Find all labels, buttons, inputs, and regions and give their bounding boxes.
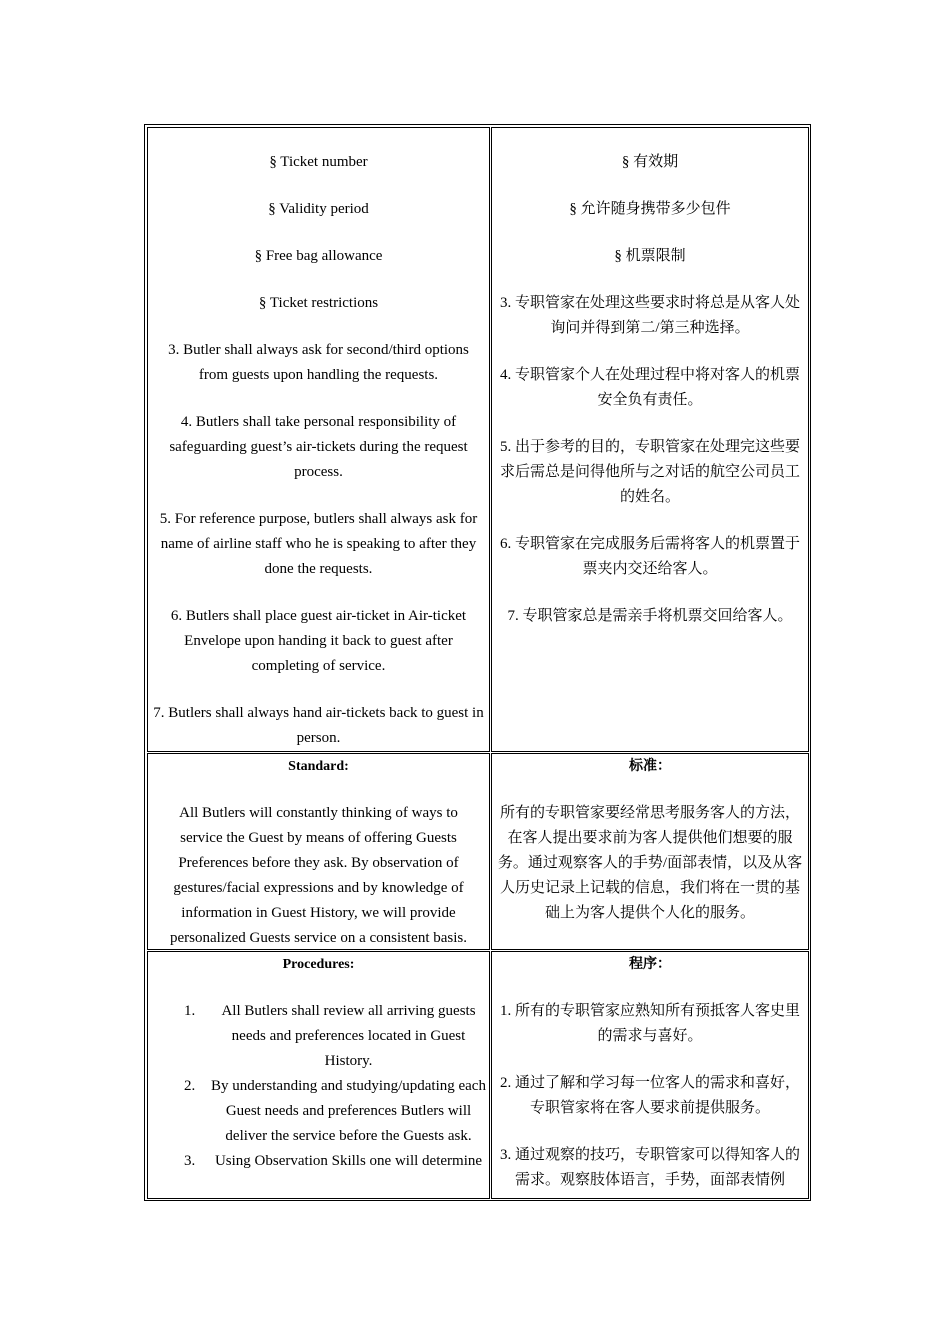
row2-english-cell (147, 753, 490, 950)
standard-text: All Butlers will constantly thinking of ways to service the Guest by means of offering Guests Preferences before they ask. By observation of gestures/facial expressions and by knowledge of information in Guest History, we will provide personalized Guests service on a consistent basis. (169, 805, 467, 946)
row2-chinese-cell (491, 753, 809, 950)
cn-validity-item: § 有效期 (621, 154, 679, 170)
row3-chinese-cell (491, 951, 809, 1199)
row1-chinese-cell (491, 127, 809, 752)
list-item: 1. All Butlers shall review all arriving guests needs and preferences located in Guest History. (184, 1003, 476, 1069)
validity-period-item: § Validity period (268, 201, 369, 217)
step-5-text: 5. For reference purpose, butlers shall always ask for name of airline staff who he is speaking to after they done the requests. (159, 511, 478, 577)
cn-step-6-text: 6. 专职管家在完成服务后需将客人的机票置于票夹内交还给客人。 (499, 536, 800, 577)
cn-ticket-restriction-item: § 机票限制 (614, 248, 686, 264)
step-3-text: 3. Butler shall always ask for second/third options from guests upon handling the requests. (168, 342, 469, 383)
step-4-text: 4. Butlers shall take personal responsibility of safeguarding guest’s air-tickets during the request process. (169, 414, 468, 480)
cn-procedure-2: 2. 通过了解和学习每一位客人的需求和喜好，专职管家将在客人要求前提供服务。 (499, 1075, 800, 1116)
row1-english-cell (147, 127, 490, 752)
list-item: 2. By understanding and studying/updating each Guest needs and preferences Butlers will deliver the service before the Guests ask. (184, 1078, 486, 1144)
cn-step-4-text: 4. 专职管家个人在处理过程中将对客人的机票安全负有责任。 (499, 367, 800, 408)
cn-standard-text: 所有的专职管家要经常思考服务客人的方法，在客人提出要求前为客人提供他们想要的服务。通过观察客人的手势/面部表情，以及从客人历史记录上记载的信息，我们将在一贯的基础上为客人提供个人化的服务。 (497, 805, 803, 921)
cn-step-7-text: 7. 专职管家总是需亲手将机票交回给客人。 (507, 608, 793, 624)
step-7-text: 7. Butlers shall always hand air-tickets back to guest in person. (153, 705, 484, 746)
procedures-heading: Procedures: (282, 957, 355, 972)
cn-step-3-text: 3. 专职管家在处理这些要求时将总是从客人处询问并得到第二/第三种选择。 (499, 295, 800, 336)
procedures-list (148, 999, 489, 1174)
cn-procedure-1: 1. 所有的专职管家应熟知所有预抵客人客史里的需求与喜好。 (499, 1003, 800, 1044)
cn-procedure-3: 3. 通过观察的技巧，专职管家可以得知客人的需求。观察肢体语言，手势，面部表情例 (499, 1147, 800, 1188)
step-6-text: 6. Butlers shall place guest air-ticket in Air-ticket Envelope upon handing it back to guest after completing of service. (170, 608, 467, 674)
ticket-restrictions-item: § Ticket restrictions (258, 295, 379, 311)
cn-procedures-heading: 程序： (629, 957, 671, 972)
list-item: 3. Using Observation Skills one will determine (184, 1153, 483, 1169)
cn-step-5-text: 5. 出于参考的目的，专职管家在处理完这些要求后需总是问得他所与之对话的航空公司员工的姓名。 (499, 439, 800, 505)
standard-heading: Standard: (288, 759, 349, 774)
cn-bag-allowance-item: § 允许随身携带多少包件 (569, 201, 731, 217)
row3-english-cell (147, 951, 490, 1199)
cn-standard-heading: 标准： (629, 759, 671, 774)
free-bag-allowance-item: § Free bag allowance (254, 248, 383, 264)
ticket-number-item: § Ticket number (269, 154, 368, 170)
